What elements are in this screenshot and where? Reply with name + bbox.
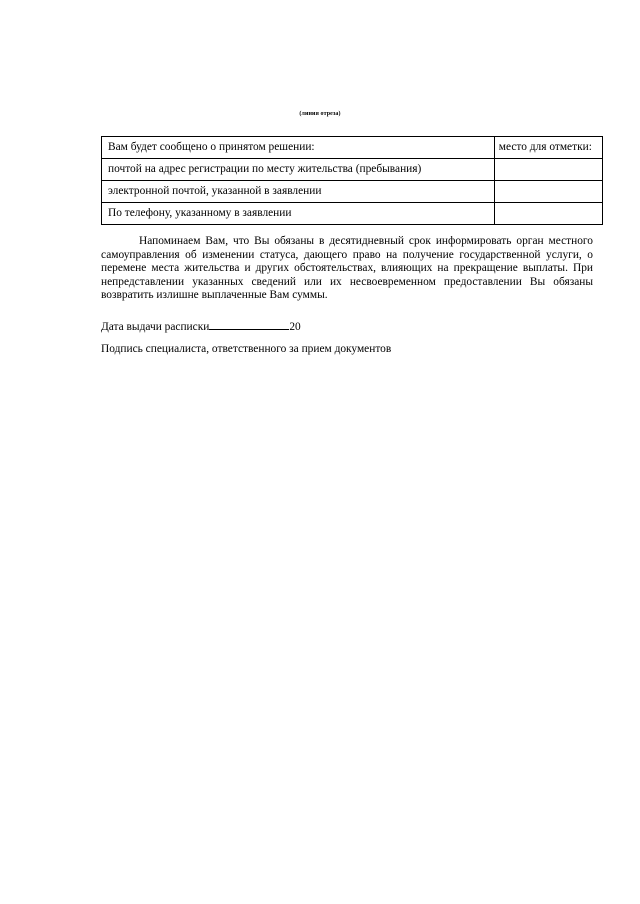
table-header-row bbox=[102, 137, 603, 159]
notification-method-table bbox=[101, 136, 603, 225]
table-cell-method: электронной почтой, указанной в заявлении bbox=[102, 181, 495, 203]
table-cell-mark[interactable] bbox=[494, 203, 602, 225]
reminder-paragraph: Напоминаем Вам, что Вы обязаны в десятидневный срок информировать орган местного самоуправления об изменении статуса, дающего право на получение государственной услуги, о перемене места жительства и других обстоятельствах, влияющих на прекращение выплаты. При непредставлении указанных сведений или их несвоевременном предоставлении Вы обязаны возвратить излишне выплаченные Вам суммы. bbox=[101, 235, 593, 302]
issue-date-label: Дата выдачи расписки bbox=[101, 321, 210, 333]
table-row bbox=[102, 159, 603, 181]
table-row bbox=[102, 181, 603, 203]
table-cell-method: почтой на адрес регистрации по месту жительства (пребывания) bbox=[102, 159, 495, 181]
issue-date-line bbox=[101, 318, 301, 334]
issue-date-year-prefix: 20 bbox=[289, 321, 301, 333]
cut-line-label: (линия отреза) bbox=[299, 111, 341, 117]
table-header-method: Вам будет сообщено о принятом решении: bbox=[102, 137, 495, 159]
issue-date-blank bbox=[209, 318, 289, 330]
table-header-mark: место для отметки: bbox=[494, 137, 602, 159]
table-row bbox=[102, 203, 603, 225]
table-cell-mark[interactable] bbox=[494, 181, 602, 203]
table-cell-method: По телефону, указанному в заявлении bbox=[102, 203, 495, 225]
table-cell-mark[interactable] bbox=[494, 159, 602, 181]
signature-label: Подпись специалиста, ответственного за прием документов bbox=[101, 343, 392, 355]
